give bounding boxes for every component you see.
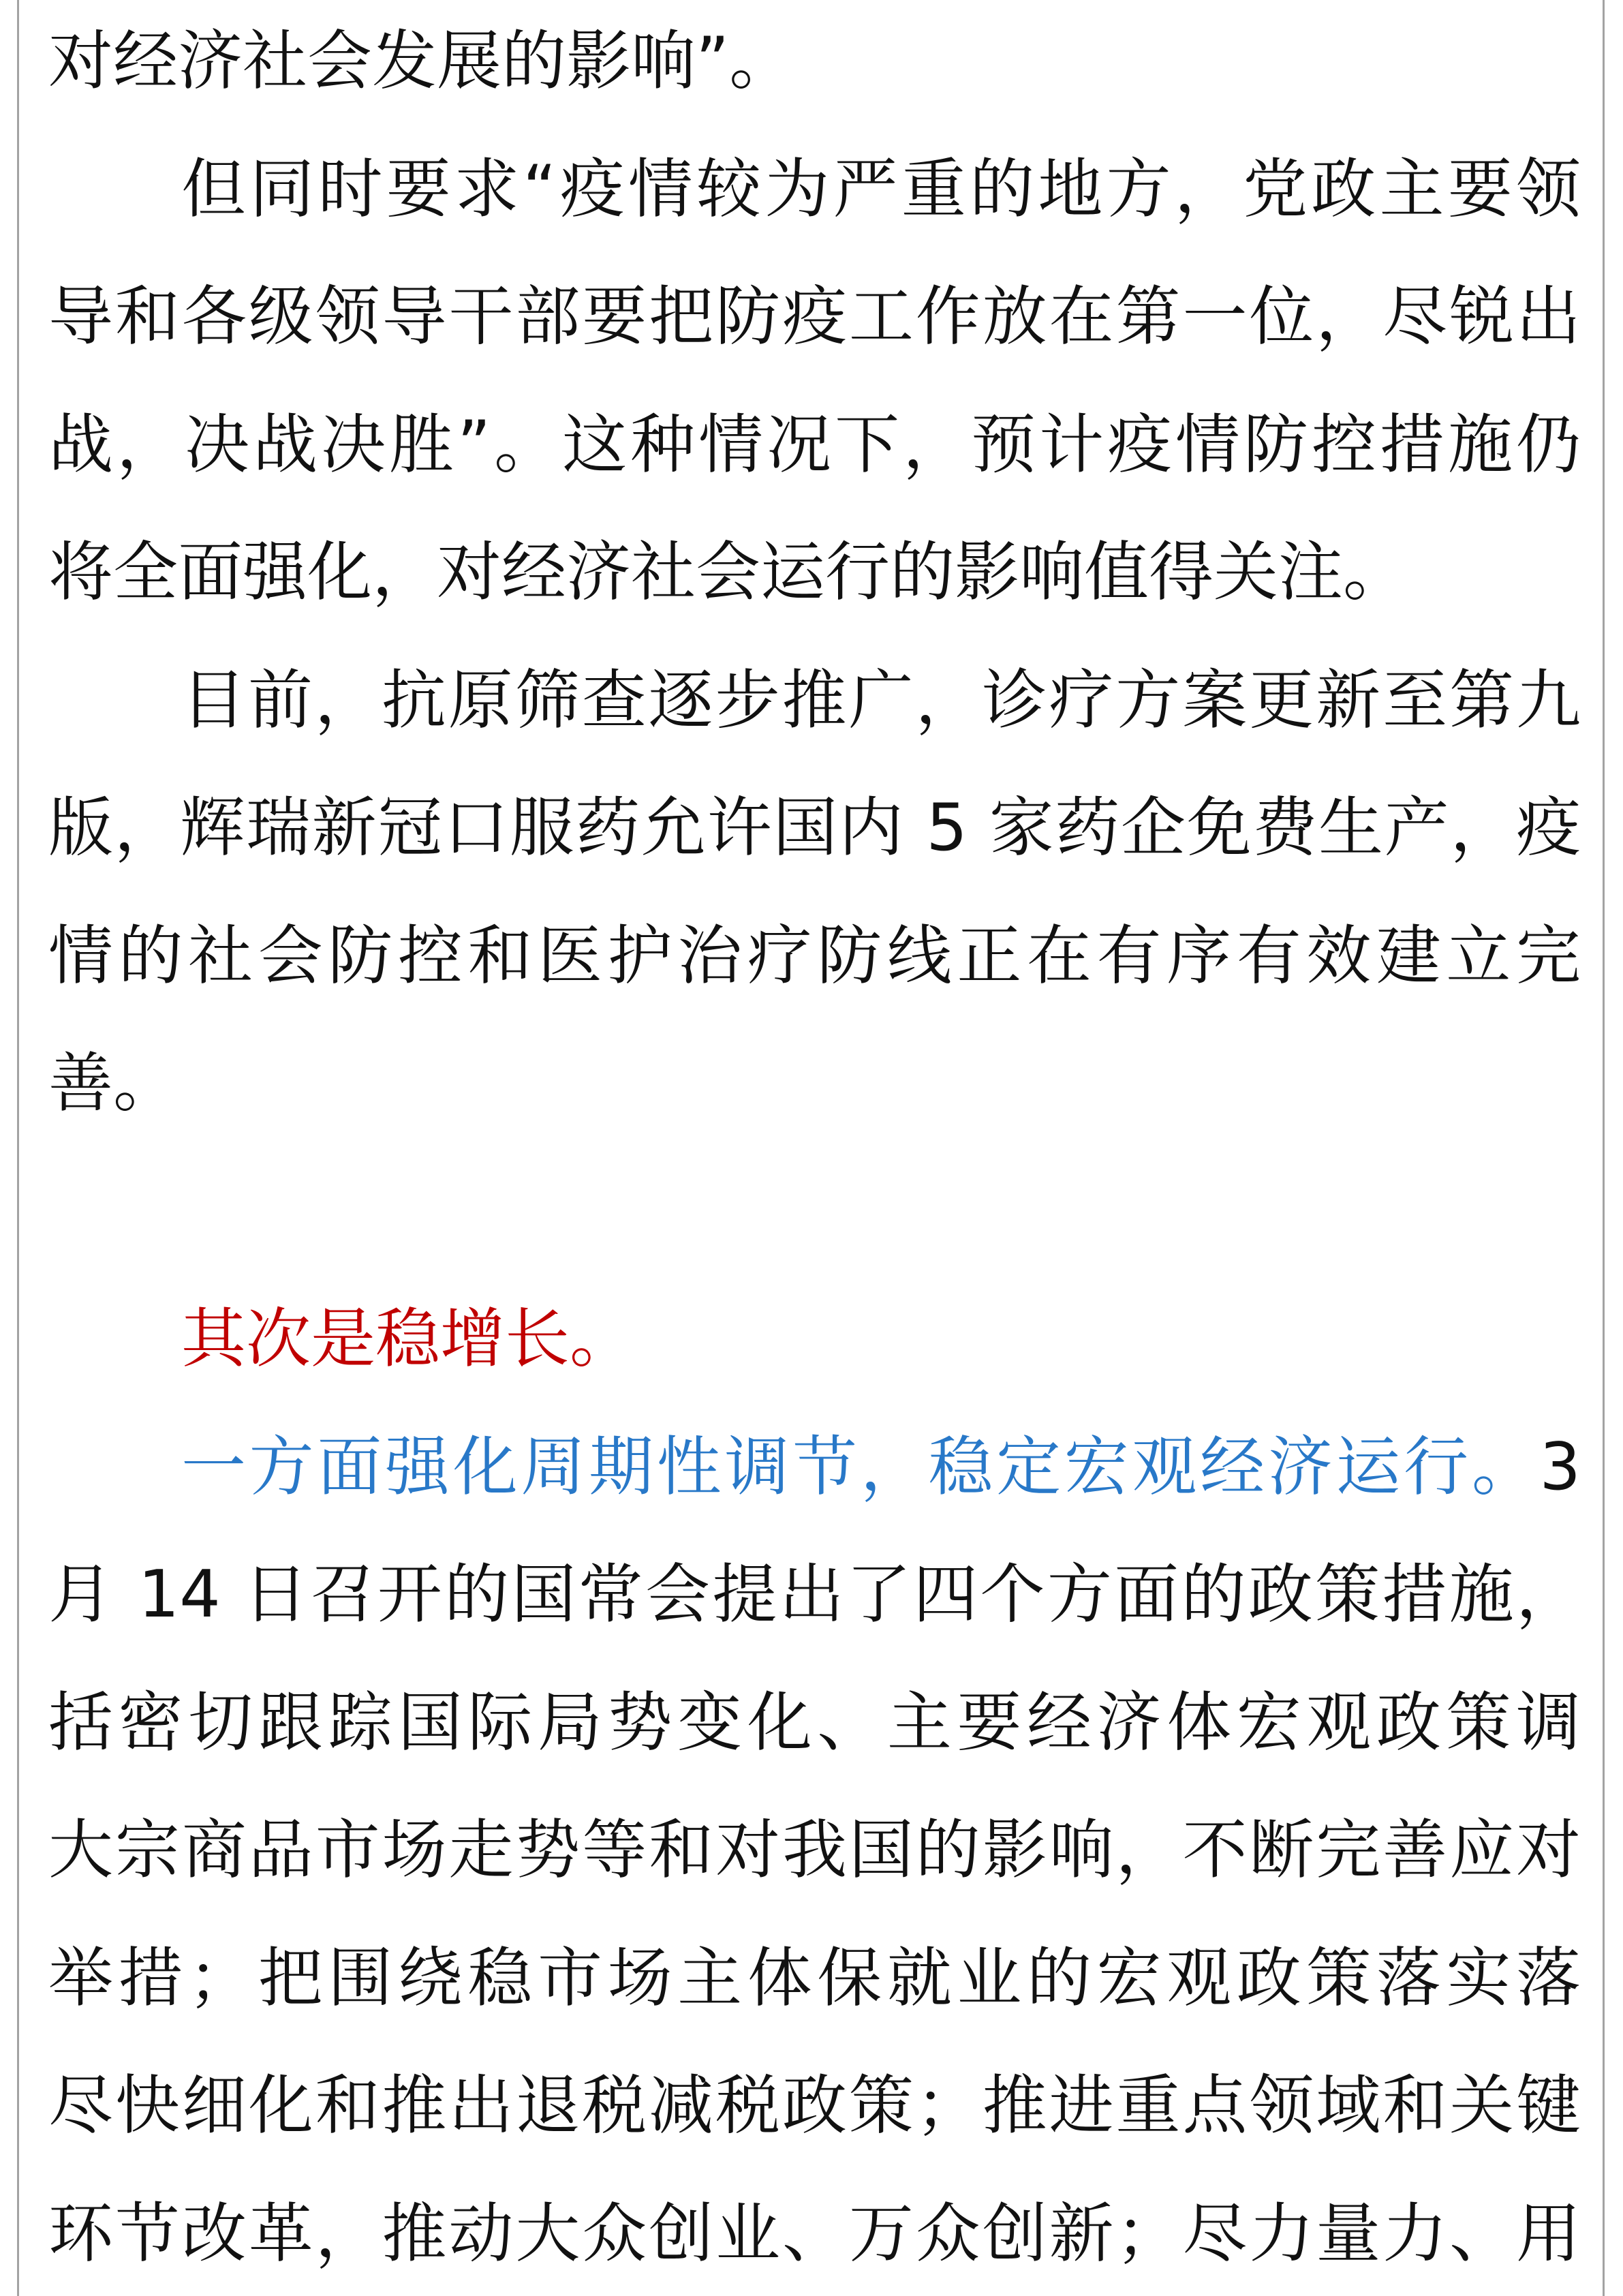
paragraph-line: 目前，抗原筛查逐步推广，诊疗方案更新至第九 [181,662,1581,738]
paragraph-line: 但同时要求“疫情较为严重的地方，党政主要领 [181,151,1581,227]
paragraph-line: 战，决战决胜”。这种情况下，预计疫情防控措施仍 [48,407,1581,483]
page-left-border [17,0,19,2296]
paragraph-line: 对经济社会发展的影响”。 [48,24,794,99]
emphasis-line [181,1406,1581,1529]
paragraph-line: 导和各级领导干部要把防疫工作放在第一位，尽锐出 [48,279,1581,354]
emphasis-lead-text: 一方面强化周期性调节，稳定宏观经济运行。 [181,1429,1540,1505]
paragraph-line: 善。 [48,1046,179,1121]
paragraph-line: 举措；把围绕稳市场主体保就业的宏观政策落实落 [48,1940,1581,2016]
paragraph-line: 尽快细化和推出退税减税政策；推进重点领域和关键 [48,2068,1581,2143]
section-heading: 其次是稳增长。 [181,1302,635,1377]
emphasis-tail-text: 3 [1539,1429,1581,1505]
paragraph-line: 环节改革，推动大众创业、万众创新；尽力量力、用 [48,2196,1581,2271]
paragraph-line: 月 14 日召开的国常会提出了四个方面的政策措施， [48,1557,1581,1632]
paragraph-line: 将全面强化，对经济社会运行的影响值得关注。 [48,535,1408,610]
page-right-border [1603,0,1605,2296]
paragraph-line: 版，辉瑞新冠口服药允许国内 5 家药企免费生产，疫 [48,791,1581,866]
paragraph-line: 大宗商品市场走势等和对我国的影响，不断完善应对 [48,1813,1581,1888]
paragraph-line: 括密切跟踪国际局势变化、主要经济体宏观政策调 [48,1685,1581,1760]
paragraph-line: 情的社会防控和医护治疗防线正在有序有效建立完 [48,918,1581,994]
